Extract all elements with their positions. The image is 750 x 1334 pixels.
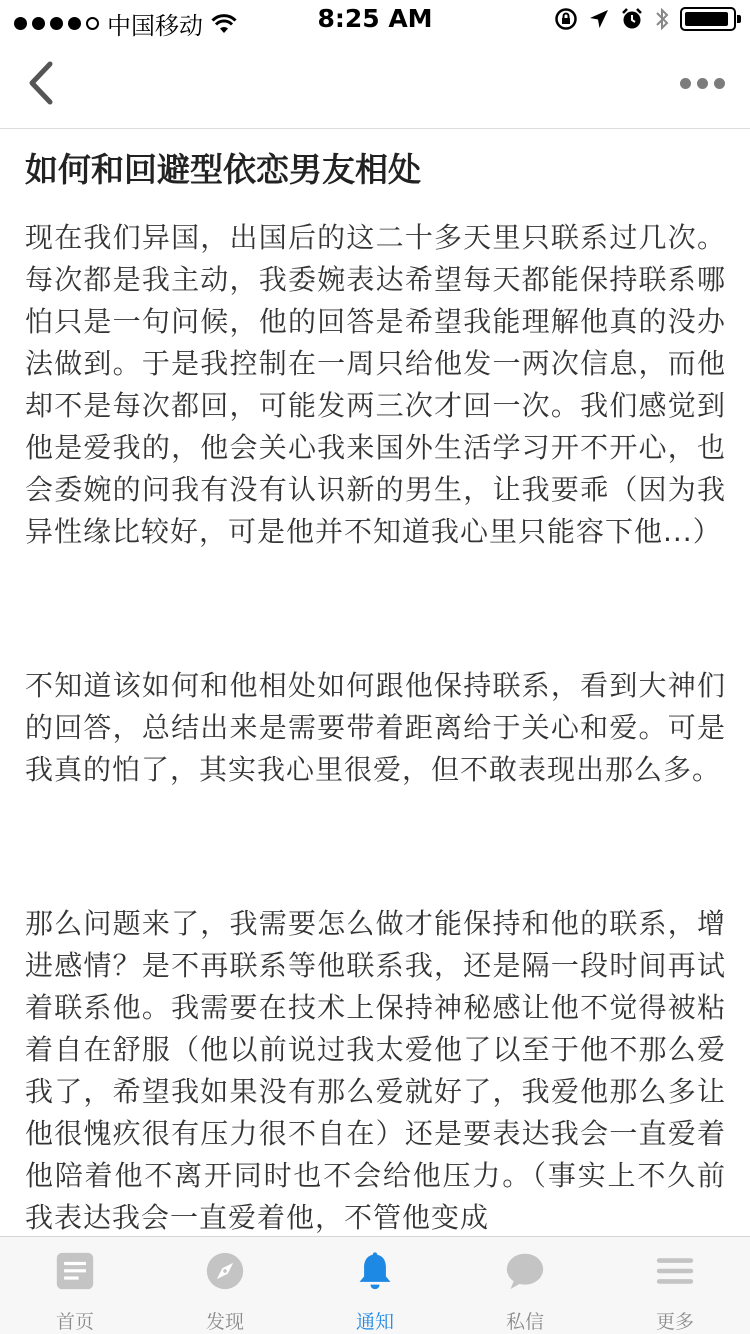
location-arrow-icon [588,8,610,30]
rotation-lock-icon [554,7,578,31]
battery-icon [680,7,736,31]
tab-label: 通知 [355,1311,394,1333]
bluetooth-icon [654,6,670,32]
article-paragraph: 现在我们异国，出国后的这二十多天里只联系过几次。每次都是我主动，我委婉表达希望每天都能保持联系哪怕只是一句问候，他的回答是希望我能理解他真的没办法做到。于是我控制在一周只给他发一两次信息，而他却不是每次都回，可能发两三次才回一次。我们感觉到他是爱我的，他会关心我来国外生活学习开不开心，也会委婉的问我有没有认识新的男生，让我要乖（因为我异性缘比较好，可是他并不知道我心里只能容下他...） [25,221,726,548]
status-time: 8:25 AM [317,4,433,33]
status-bar [0,0,750,40]
more-options-button[interactable] [680,70,726,96]
tab-label: 更多 [655,1311,694,1333]
tab-label: 首页 [55,1311,94,1333]
nav-bar [0,40,750,129]
back-button[interactable] [18,58,68,108]
carrier-name: 中国移动 [107,12,203,40]
article-title: 如何和回避型依恋男友相处 [25,150,421,189]
chat-bubble-icon [503,1251,547,1291]
tab-more[interactable] [600,1237,750,1334]
more-dots-icon [680,78,691,89]
tab-label: 私信 [505,1311,544,1333]
compass-icon [203,1251,247,1291]
menu-icon [653,1251,697,1291]
tab-messages[interactable] [450,1237,600,1334]
tab-label: 发现 [205,1311,244,1333]
tab-notifications[interactable] [300,1237,450,1334]
chevron-left-icon [18,58,68,108]
article-paragraph: 不知道该如何和他相处如何跟他保持联系，看到大神们的回答，总结出来是需要带着距离给于关心和爱。可是我真的怕了，其实我心里很爱，但不敢表现出那么多。 [25,669,726,786]
article-paragraph: 那么问题来了，我需要怎么做才能保持和他的联系，增进感情？是不再联系等他联系我，还是隔一段时间再试着联系他。我需要在技术上保持神秘感让他不觉得被粘着自在舒服（他以前说过我太爱他了以至于他不那么爱我了，希望我如果没有那么爱就好了，我爱他那么多让他很愧疚很有压力很不自在）还是要表达我会一直爱着他陪着他不离开同时也不会给他压力。（事实上不久前我表达我会一直爱着他，不管他变成 [25,907,726,1234]
bell-icon [353,1251,397,1291]
tab-home[interactable] [0,1237,150,1334]
tab-bar [0,1236,750,1334]
article-body [0,217,750,1237]
tab-discover[interactable] [150,1237,300,1334]
alarm-icon [620,7,644,31]
home-icon [53,1251,97,1291]
article-content[interactable] [0,129,750,1237]
status-right [554,6,736,32]
